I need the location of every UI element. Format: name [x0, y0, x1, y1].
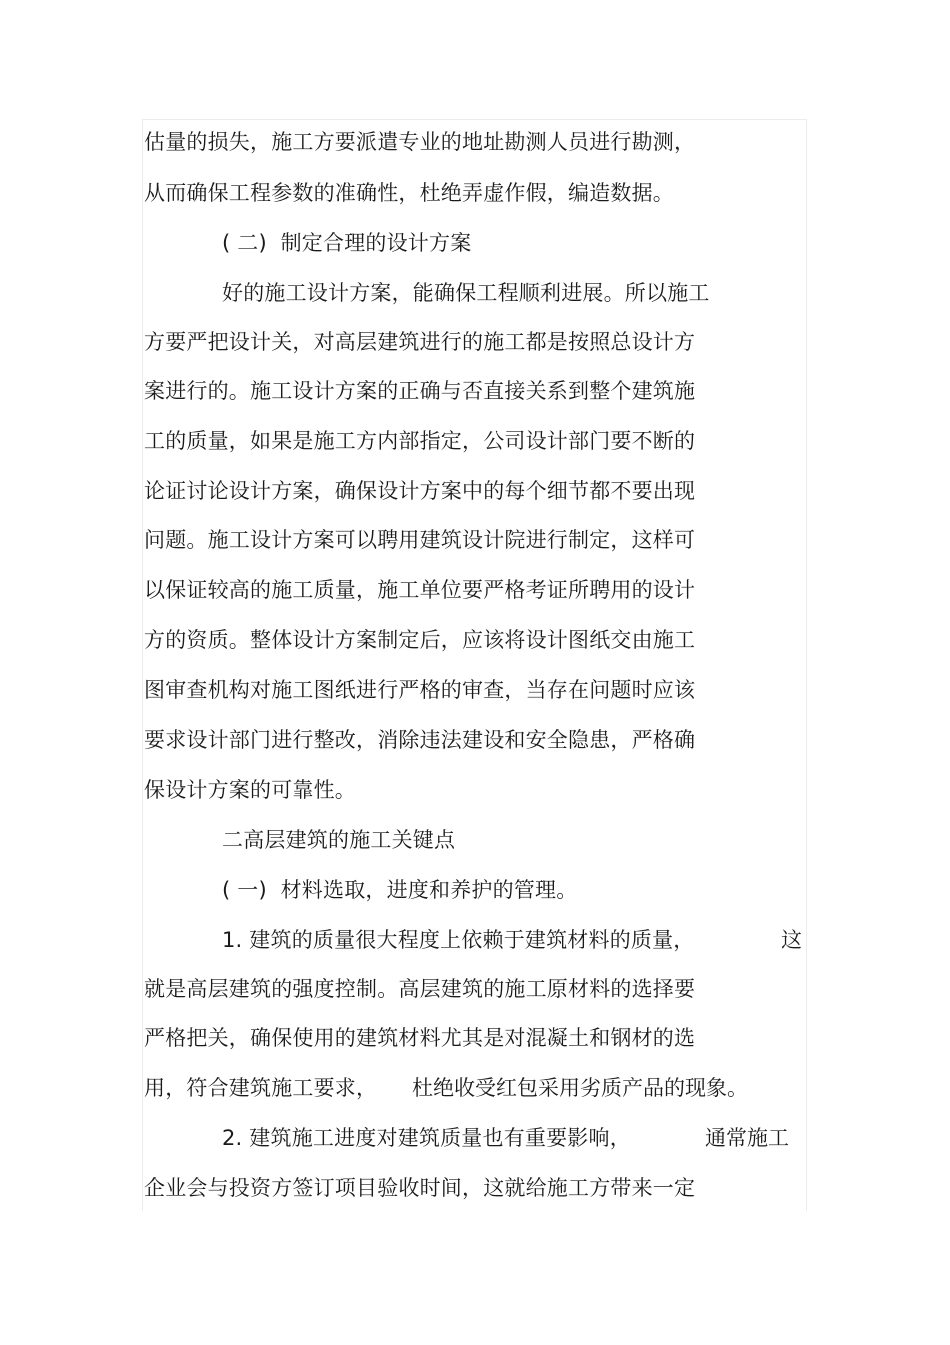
paragraph-line: 1. 建筑的质量很大程度上依赖于建筑材料的质量， [222, 928, 695, 952]
paragraph-line: 工的质量，如果是施工方内部指定，公司设计部门要不断的 [144, 429, 696, 453]
paragraph-line: 企业会与投资方签订项目验收时间，这就给施工方带来一定 [144, 1176, 696, 1200]
paragraph-line: 用，符合建筑施工要求， [144, 1076, 378, 1100]
paragraph-line-tail: 这 [781, 928, 802, 952]
paragraph-line: 以保证较高的施工质量，施工单位要严格考证所聘用的设计 [144, 578, 696, 602]
paragraph-line: 方要严把设计关，对高层建筑进行的施工都是按照总设计方 [144, 330, 696, 354]
paragraph-line: 估量的损失，施工方要派遣专业的地址勘测人员进行勘测， [144, 130, 696, 154]
paragraph-line: 方的资质。整体设计方案制定后，应该将设计图纸交由施工 [144, 628, 696, 652]
paragraph-line: 案进行的。施工设计方案的正确与否直接关系到整个建筑施 [144, 379, 696, 403]
paragraph-line-tail: 杜绝收受红包采用劣质产品的现象。 [412, 1076, 748, 1100]
paragraph-line: 就是高层建筑的强度控制。高层建筑的施工原材料的选择要 [144, 977, 696, 1001]
paragraph-line: 要求设计部门进行整改，消除违法建设和安全隐患，严格确 [144, 728, 696, 752]
paragraph-line: 2. 建筑施工进度对建筑质量也有重要影响， [222, 1126, 631, 1150]
paragraph-line: 保设计方案的可靠性。 [144, 778, 356, 802]
section-heading: ( 二) 制定合理的设计方案 [222, 231, 472, 255]
section-heading: ( 一) 材料选取，进度和养护的管理。 [222, 878, 578, 902]
paragraph-line: 问题。施工设计方案可以聘用建筑设计院进行制定，这样可 [144, 528, 696, 552]
section-heading: 二高层建筑的施工关键点 [222, 828, 456, 852]
paragraph-line: 图审查机构对施工图纸进行严格的审查，当存在问题时应该 [144, 678, 696, 702]
paragraph-line-tail: 通常施工 [705, 1126, 789, 1150]
paragraph-line: 严格把关，确保使用的建筑材料尤其是对混凝土和钢材的选 [144, 1026, 696, 1050]
paragraph-line: 好的施工设计方案，能确保工程顺利进展。所以施工 [222, 281, 710, 305]
paragraph-line: 从而确保工程参数的准确性，杜绝弄虚作假，编造数据。 [144, 181, 674, 205]
paragraph-line: 论证讨论设计方案，确保设计方案中的每个细节都不要出现 [144, 479, 696, 503]
